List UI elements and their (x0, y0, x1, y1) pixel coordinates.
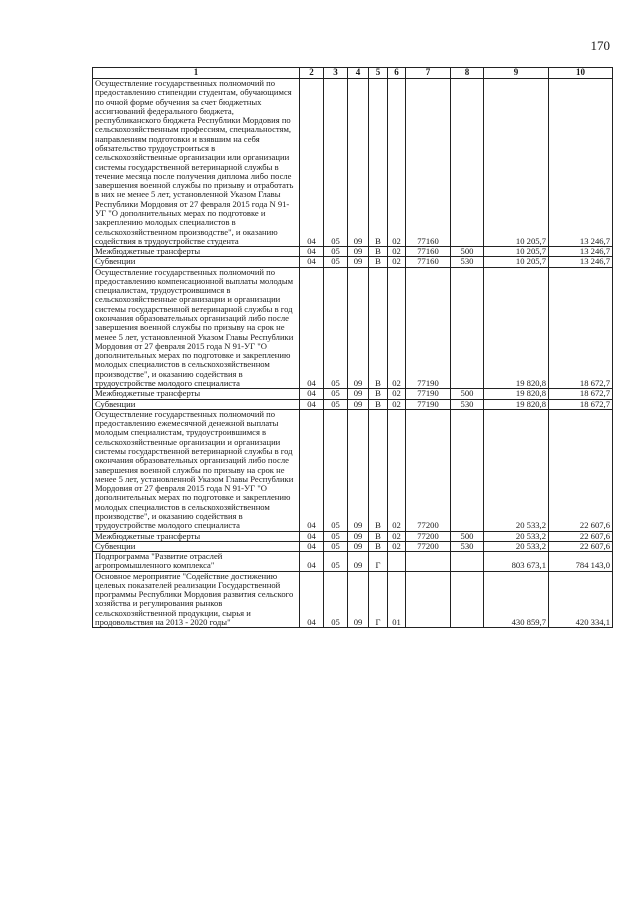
cell-description: Подпрограмма "Развитие отраслей агропромышленного комплекса" (93, 552, 300, 572)
cell-col-3: 05 (324, 541, 348, 551)
cell-col-7: 77160 (406, 257, 451, 267)
cell-col-8: 500 (451, 531, 484, 541)
cell-description: Субвенции (93, 399, 300, 409)
cell-col-4: 09 (348, 257, 369, 267)
cell-col-10: 420 334,1 (549, 571, 613, 628)
cell-col-8 (451, 552, 484, 572)
cell-col-8 (451, 571, 484, 628)
cell-col-5: Г (369, 552, 388, 572)
cell-col-3: 05 (324, 267, 348, 389)
cell-col-3: 05 (324, 571, 348, 628)
cell-col-6: 02 (388, 247, 406, 257)
column-header: 1 (93, 68, 300, 79)
cell-col-2: 04 (300, 541, 324, 551)
cell-col-7: 77190 (406, 389, 451, 399)
table-row (93, 409, 613, 531)
cell-col-2: 04 (300, 571, 324, 628)
cell-col-2: 04 (300, 552, 324, 572)
table-row (93, 531, 613, 541)
cell-col-9: 20 533,2 (484, 541, 549, 551)
cell-col-5: Г (369, 571, 388, 628)
cell-col-6: 02 (388, 399, 406, 409)
cell-description: Осуществление государственных полномочий по предоставлению стипендии студентам, обучающимся по очной форме обучения за счет бюджетных ассигнований федерального бюджета, республиканского бюджета Республики Мордовия по сельскохозяйственным профессиям, специальностям, направлениям подготовки и взявшим на себя обязательство трудоустроиться в сельскохозяйственные организации или организации системы государственной ветеринарной службы в течение месяца после получения диплома либо после завершения военной службы по призыву и отработать в них не менее 5 лет, установленной Указом Главы Республики Мордовия от 27 февраля 2015 года N 91-УГ "О дополнительных мерах по подготовке и закреплению молодых специалистов в сельскохозяйственном производстве", и оказанию содействия в трудоустройстве студента (93, 79, 300, 247)
cell-col-3: 05 (324, 531, 348, 541)
table-header-row (93, 68, 613, 79)
cell-col-10: 22 607,6 (549, 531, 613, 541)
cell-col-4: 09 (348, 267, 369, 389)
cell-col-7 (406, 552, 451, 572)
cell-col-4: 09 (348, 552, 369, 572)
cell-col-8: 500 (451, 247, 484, 257)
cell-col-5: В (369, 389, 388, 399)
cell-description: Межбюджетные трансферты (93, 247, 300, 257)
cell-col-9: 803 673,1 (484, 552, 549, 572)
cell-col-8 (451, 79, 484, 247)
column-header: 5 (369, 68, 388, 79)
cell-col-9: 20 533,2 (484, 409, 549, 531)
cell-col-8 (451, 409, 484, 531)
cell-col-3: 05 (324, 409, 348, 531)
cell-col-10: 22 607,6 (549, 541, 613, 551)
cell-col-3: 05 (324, 552, 348, 572)
cell-col-6 (388, 552, 406, 572)
cell-col-4: 09 (348, 247, 369, 257)
table-row (93, 247, 613, 257)
column-header: 4 (348, 68, 369, 79)
cell-col-9: 10 205,7 (484, 247, 549, 257)
cell-description: Основное мероприятие "Содействие достижению целевых показателей реализации Государственной программы Республики Мордовия развития сельского хозяйства и регулирования рынков сельскохозяйственной продукции, сырья и продовольствия на 2013 - 2020 годы" (93, 571, 300, 628)
cell-col-6: 02 (388, 79, 406, 247)
cell-col-8: 530 (451, 257, 484, 267)
column-header: 7 (406, 68, 451, 79)
cell-col-4: 09 (348, 541, 369, 551)
cell-col-8: 500 (451, 389, 484, 399)
cell-col-9: 20 533,2 (484, 531, 549, 541)
cell-col-9: 10 205,7 (484, 79, 549, 247)
table-row (93, 541, 613, 551)
cell-col-4: 09 (348, 389, 369, 399)
column-header: 9 (484, 68, 549, 79)
cell-col-2: 04 (300, 409, 324, 531)
cell-col-2: 04 (300, 267, 324, 389)
column-header: 3 (324, 68, 348, 79)
cell-col-9: 10 205,7 (484, 257, 549, 267)
cell-col-3: 05 (324, 257, 348, 267)
cell-col-7: 77200 (406, 541, 451, 551)
cell-col-4: 09 (348, 571, 369, 628)
cell-col-2: 04 (300, 531, 324, 541)
cell-description: Межбюджетные трансферты (93, 389, 300, 399)
cell-description: Осуществление государственных полномочий по предоставлению ежемесячной денежной выплаты молодым специалистам, трудоустроившимся в сельскохозяйственные организации и организации системы государственной ветеринарной службы в год окончания образовательных организаций либо после завершения военной службы по призыву на срок не менее 5 лет, установленной Указом Главы Республики Мордовия от 27 февраля 2015 года N 91-УГ "О дополнительных мерах по подготовке и закреплению молодых специалистов в сельскохозяйственном производстве", и оказанию содействия в трудоустройстве молодого специалиста (93, 409, 300, 531)
cell-col-2: 04 (300, 247, 324, 257)
cell-col-3: 05 (324, 389, 348, 399)
cell-col-10: 18 672,7 (549, 267, 613, 389)
cell-col-9: 19 820,8 (484, 389, 549, 399)
cell-col-6: 02 (388, 541, 406, 551)
cell-col-6: 02 (388, 267, 406, 389)
cell-col-10: 18 672,7 (549, 389, 613, 399)
cell-col-4: 09 (348, 79, 369, 247)
cell-col-8 (451, 267, 484, 389)
cell-col-7: 77190 (406, 267, 451, 389)
budget-table (92, 67, 613, 628)
cell-description: Субвенции (93, 541, 300, 551)
cell-description: Субвенции (93, 257, 300, 267)
table-row (93, 399, 613, 409)
table-row (93, 257, 613, 267)
cell-col-5: В (369, 399, 388, 409)
column-header: 2 (300, 68, 324, 79)
table-row (93, 552, 613, 572)
cell-col-2: 04 (300, 79, 324, 247)
cell-col-8: 530 (451, 399, 484, 409)
cell-col-10: 18 672,7 (549, 399, 613, 409)
cell-description: Межбюджетные трансферты (93, 531, 300, 541)
cell-col-10: 13 246,7 (549, 247, 613, 257)
cell-col-5: В (369, 247, 388, 257)
cell-col-8: 530 (451, 541, 484, 551)
cell-col-6: 02 (388, 531, 406, 541)
column-header: 6 (388, 68, 406, 79)
cell-col-4: 09 (348, 399, 369, 409)
cell-col-10: 22 607,6 (549, 409, 613, 531)
cell-col-2: 04 (300, 389, 324, 399)
cell-col-7: 77190 (406, 399, 451, 409)
cell-col-5: В (369, 257, 388, 267)
cell-col-3: 05 (324, 247, 348, 257)
cell-col-7: 77160 (406, 247, 451, 257)
cell-col-9: 19 820,8 (484, 267, 549, 389)
cell-col-5: В (369, 79, 388, 247)
cell-col-7 (406, 571, 451, 628)
table-body (93, 79, 613, 628)
cell-col-7: 77200 (406, 531, 451, 541)
page-number: 170 (590, 38, 610, 53)
table-row (93, 389, 613, 399)
cell-col-6: 02 (388, 257, 406, 267)
cell-col-10: 13 246,7 (549, 79, 613, 247)
cell-col-4: 09 (348, 531, 369, 541)
cell-col-5: В (369, 541, 388, 551)
column-header: 10 (549, 68, 613, 79)
cell-col-10: 784 143,0 (549, 552, 613, 572)
cell-col-2: 04 (300, 399, 324, 409)
cell-col-5: В (369, 267, 388, 389)
cell-col-5: В (369, 409, 388, 531)
table-row (93, 79, 613, 247)
cell-col-5: В (369, 531, 388, 541)
cell-col-9: 19 820,8 (484, 399, 549, 409)
column-header: 8 (451, 68, 484, 79)
cell-col-10: 13 246,7 (549, 257, 613, 267)
cell-col-3: 05 (324, 79, 348, 247)
table-row (93, 571, 613, 628)
cell-col-6: 02 (388, 409, 406, 531)
cell-col-7: 77200 (406, 409, 451, 531)
table-row (93, 267, 613, 389)
cell-col-9: 430 859,7 (484, 571, 549, 628)
cell-col-6: 01 (388, 571, 406, 628)
cell-col-3: 05 (324, 399, 348, 409)
cell-description: Осуществление государственных полномочий по предоставлению компенсационной выплаты молодым специалистам, трудоустроившимся в сельскохозяйственные организации и организации системы государственной ветеринарной службы в год окончания образовательных организаций либо после завершения военной службы по призыву на срок не менее 5 лет, установленной Указом Главы Республики Мордовия от 27 февраля 2015 года N 91-УГ "О дополнительных мерах по подготовке и закреплению молодых специалистов в сельскохозяйственном производстве", и оказанию содействия в трудоустройстве молодого специалиста (93, 267, 300, 389)
cell-col-2: 04 (300, 257, 324, 267)
cell-col-6: 02 (388, 389, 406, 399)
cell-col-4: 09 (348, 409, 369, 531)
cell-col-7: 77160 (406, 79, 451, 247)
